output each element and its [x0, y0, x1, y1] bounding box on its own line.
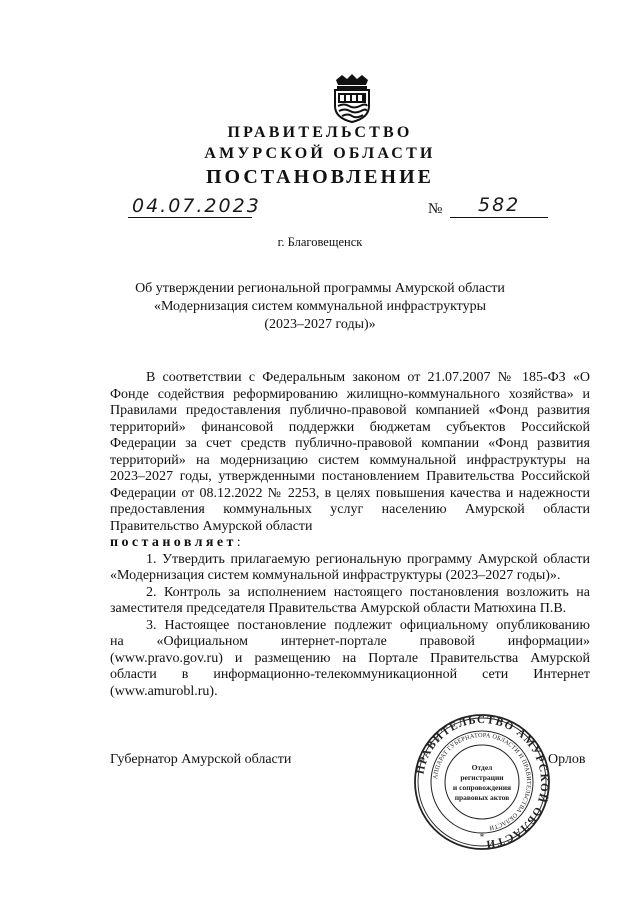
org-name-line1: ПРАВИТЕЛЬСТВО — [227, 124, 413, 141]
org-name-line2: АМУРСКОЙ ОБЛАСТИ — [204, 145, 436, 162]
item-1-line: 1. Утвердить прилагаемую региональную программу Амурской области — [146, 551, 590, 567]
item-3-line: (www.pravo.gov.ru) и размещению на Портале Правительства Амурской — [110, 650, 590, 666]
number-label: № — [428, 201, 443, 217]
document-number: 582 — [478, 194, 521, 216]
preamble-line: территорий» на модернизацию систем коммунальной инфраструктуры на — [110, 452, 590, 468]
stamp-center-line: правовых актов — [454, 793, 510, 802]
stamp-center-line: регистрации — [460, 773, 504, 782]
document-date: 04.07.2023 — [132, 195, 261, 217]
official-stamp — [412, 712, 552, 852]
date-underline — [128, 217, 252, 218]
preamble-line: территорий» финансовой поддержки бюджетам субъектов Российской — [110, 419, 590, 435]
preamble-line: 2023–2027 годы, утвержденными постановлением Правительства Российской — [110, 469, 590, 484]
item-3-line: 3. Настоящее постановление подлежит официальному опубликованию — [146, 617, 590, 633]
preamble-line: В соответствии с Федеральным законом от 21.07.2007 № 185-ФЗ «О — [146, 370, 590, 385]
stamp-inner-text: АППАРАТ ГУБЕРНАТОРА ОБЛАСТИ И ПРАВИТЕЛЬСТВА ОБЛАСТИ — [432, 731, 533, 832]
coat-of-arms-icon — [330, 72, 374, 124]
item-1-line: «Модернизация систем коммунальной инфраструктуры (2023–2027 годы)». — [110, 568, 561, 583]
decree-line — [110, 535, 590, 552]
city: г. Благовещенск — [277, 235, 363, 249]
number-underline — [450, 217, 548, 218]
preamble-line: Федерации за счет средств публично-правовой компании «Фонд развития — [110, 436, 590, 451]
item-2-line: 2. Контроль за исполнением настоящего постановления возложить на — [146, 584, 590, 600]
stamp-center-line: и сопровождения — [452, 783, 512, 792]
item-3-line: (www.amurobl.ru). — [110, 683, 218, 699]
item-2-line: заместителя председателя Правительства Амурской области Матюхина П.В. — [110, 601, 567, 616]
item-3-line: на «Официальном интернет-портале правовой информации» — [110, 634, 590, 649]
signatory-name: Орлов — [548, 752, 586, 767]
item-3-line: области в информационно-телекоммуникационной сети Интернет — [110, 667, 590, 682]
stamp-center-line: Отдел — [471, 763, 493, 772]
decree-word: постановляет — [110, 535, 237, 550]
preamble-line: Правилами предоставления публично-правовой компанией «Фонд развития — [110, 403, 590, 418]
stamp-outer-text: ПРАВИТЕЛЬСТВО АМУРСКОЙ ОБЛАСТИ — [414, 713, 551, 851]
title-line-2: «Модернизация систем коммунальной инфраструктуры — [153, 299, 487, 314]
preamble-line: Федерации от 08.12.2022 № 2253, в целях повышения качества и надежности — [110, 485, 590, 501]
title-line-1: Об утверждении региональной программы Амурской области — [135, 281, 505, 296]
decree-colon: : — [236, 535, 241, 550]
preamble-line: Фонде содействия реформированию жилищно-коммунального хозяйства» и — [110, 386, 590, 402]
svg-text:*: * — [479, 832, 485, 842]
document-type: ПОСТАНОВЛЕНИЕ — [206, 166, 434, 188]
title-line-3: (2023–2027 годы)» — [264, 317, 376, 332]
signatory-position: Губернатор Амурской области — [110, 752, 292, 767]
preamble-line: предоставления коммунальных услуг населению Амурской области — [110, 502, 590, 517]
preamble-line: Правительство Амурской области — [110, 518, 313, 534]
